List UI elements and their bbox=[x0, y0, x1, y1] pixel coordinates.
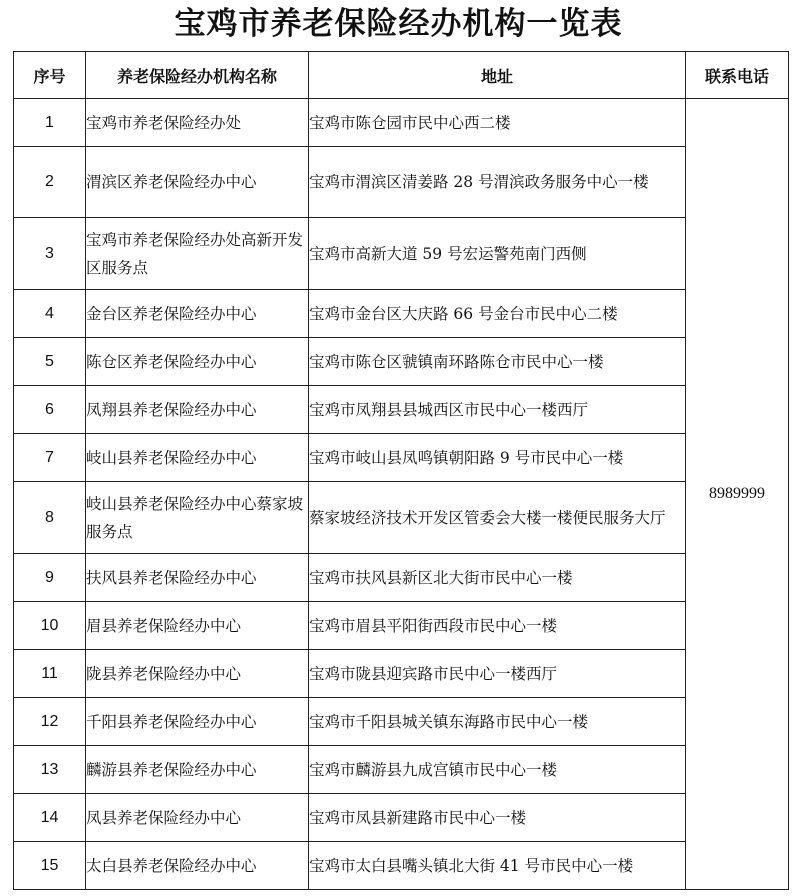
row-seq: 12 bbox=[14, 698, 86, 746]
agency-table bbox=[13, 51, 789, 890]
table-row bbox=[14, 482, 789, 554]
row-address: 宝鸡市陇县迎宾路市民中心一楼西厅 bbox=[309, 650, 686, 698]
row-agency-name: 凤县养老保险经办中心 bbox=[86, 794, 309, 842]
row-seq: 14 bbox=[14, 794, 86, 842]
table-row bbox=[14, 650, 789, 698]
row-agency-name: 千阳县养老保险经办中心 bbox=[86, 698, 309, 746]
table-row bbox=[14, 554, 789, 602]
row-address: 宝鸡市渭滨区清姜路 28 号渭滨政务服务中心一楼 bbox=[309, 147, 686, 218]
row-agency-name: 凤翔县养老保险经办中心 bbox=[86, 386, 309, 434]
row-agency-name: 麟游县养老保险经办中心 bbox=[86, 746, 309, 794]
row-address: 宝鸡市岐山县凤鸣镇朝阳路 9 号市民中心一楼 bbox=[309, 434, 686, 482]
row-address: 宝鸡市眉县平阳街西段市民中心一楼 bbox=[309, 602, 686, 650]
header-phone: 联系电话 bbox=[686, 52, 789, 99]
row-agency-name: 眉县养老保险经办中心 bbox=[86, 602, 309, 650]
row-seq: 2 bbox=[14, 147, 86, 218]
row-seq: 13 bbox=[14, 746, 86, 794]
row-address: 宝鸡市太白县嘴头镇北大街 41 号市民中心一楼 bbox=[309, 842, 686, 890]
table-row bbox=[14, 147, 789, 218]
table-row bbox=[14, 746, 789, 794]
row-agency-name: 宝鸡市养老保险经办处高新开发区服务点 bbox=[86, 218, 309, 290]
row-address: 宝鸡市陈仓区虢镇南环路陈仓市民中心一楼 bbox=[309, 338, 686, 386]
row-address: 宝鸡市凤县新建路市民中心一楼 bbox=[309, 794, 686, 842]
table-row bbox=[14, 218, 789, 290]
row-address: 宝鸡市麟游县九成宫镇市民中心一楼 bbox=[309, 746, 686, 794]
row-agency-name: 陇县养老保险经办中心 bbox=[86, 650, 309, 698]
header-seq: 序号 bbox=[14, 52, 86, 99]
row-agency-name: 陈仓区养老保险经办中心 bbox=[86, 338, 309, 386]
row-seq: 6 bbox=[14, 386, 86, 434]
row-address: 蔡家坡经济技术开发区管委会大楼一楼便民服务大厅 bbox=[309, 482, 686, 554]
table-row bbox=[14, 698, 789, 746]
row-address: 宝鸡市扶风县新区北大街市民中心一楼 bbox=[309, 554, 686, 602]
row-agency-name: 太白县养老保险经办中心 bbox=[86, 842, 309, 890]
row-seq: 7 bbox=[14, 434, 86, 482]
row-address: 宝鸡市高新大道 59 号宏运警苑南门西侧 bbox=[309, 218, 686, 290]
row-seq: 1 bbox=[14, 99, 86, 147]
table-row bbox=[14, 386, 789, 434]
row-seq: 15 bbox=[14, 842, 86, 890]
row-agency-name: 宝鸡市养老保险经办处 bbox=[86, 99, 309, 147]
row-address: 宝鸡市陈仓园市民中心西二楼 bbox=[309, 99, 686, 147]
row-seq: 10 bbox=[14, 602, 86, 650]
row-address: 宝鸡市金台区大庆路 66 号金台市民中心二楼 bbox=[309, 290, 686, 338]
row-seq: 8 bbox=[14, 482, 86, 554]
row-seq: 5 bbox=[14, 338, 86, 386]
phone-number: 8989999 bbox=[686, 99, 789, 890]
row-agency-name: 金台区养老保险经办中心 bbox=[86, 290, 309, 338]
table-body bbox=[14, 99, 789, 890]
table-row bbox=[14, 99, 789, 147]
row-agency-name: 岐山县养老保险经办中心蔡家坡服务点 bbox=[86, 482, 309, 554]
row-seq: 3 bbox=[14, 218, 86, 290]
table-row bbox=[14, 602, 789, 650]
row-address: 宝鸡市凤翔县县城西区市民中心一楼西厅 bbox=[309, 386, 686, 434]
table-row bbox=[14, 434, 789, 482]
header-address: 地址 bbox=[309, 52, 686, 99]
row-agency-name: 扶风县养老保险经办中心 bbox=[86, 554, 309, 602]
row-agency-name: 渭滨区养老保险经办中心 bbox=[86, 147, 309, 218]
row-address: 宝鸡市千阳县城关镇东海路市民中心一楼 bbox=[309, 698, 686, 746]
table-row bbox=[14, 338, 789, 386]
header-name: 养老保险经办机构名称 bbox=[86, 52, 309, 99]
row-agency-name: 岐山县养老保险经办中心 bbox=[86, 434, 309, 482]
table-row bbox=[14, 290, 789, 338]
page-title: 宝鸡市养老保险经办机构一览表 bbox=[174, 6, 623, 42]
row-seq: 11 bbox=[14, 650, 86, 698]
table-row bbox=[14, 794, 789, 842]
header-row bbox=[14, 52, 789, 99]
row-seq: 9 bbox=[14, 554, 86, 602]
row-seq: 4 bbox=[14, 290, 86, 338]
table-row bbox=[14, 842, 789, 890]
